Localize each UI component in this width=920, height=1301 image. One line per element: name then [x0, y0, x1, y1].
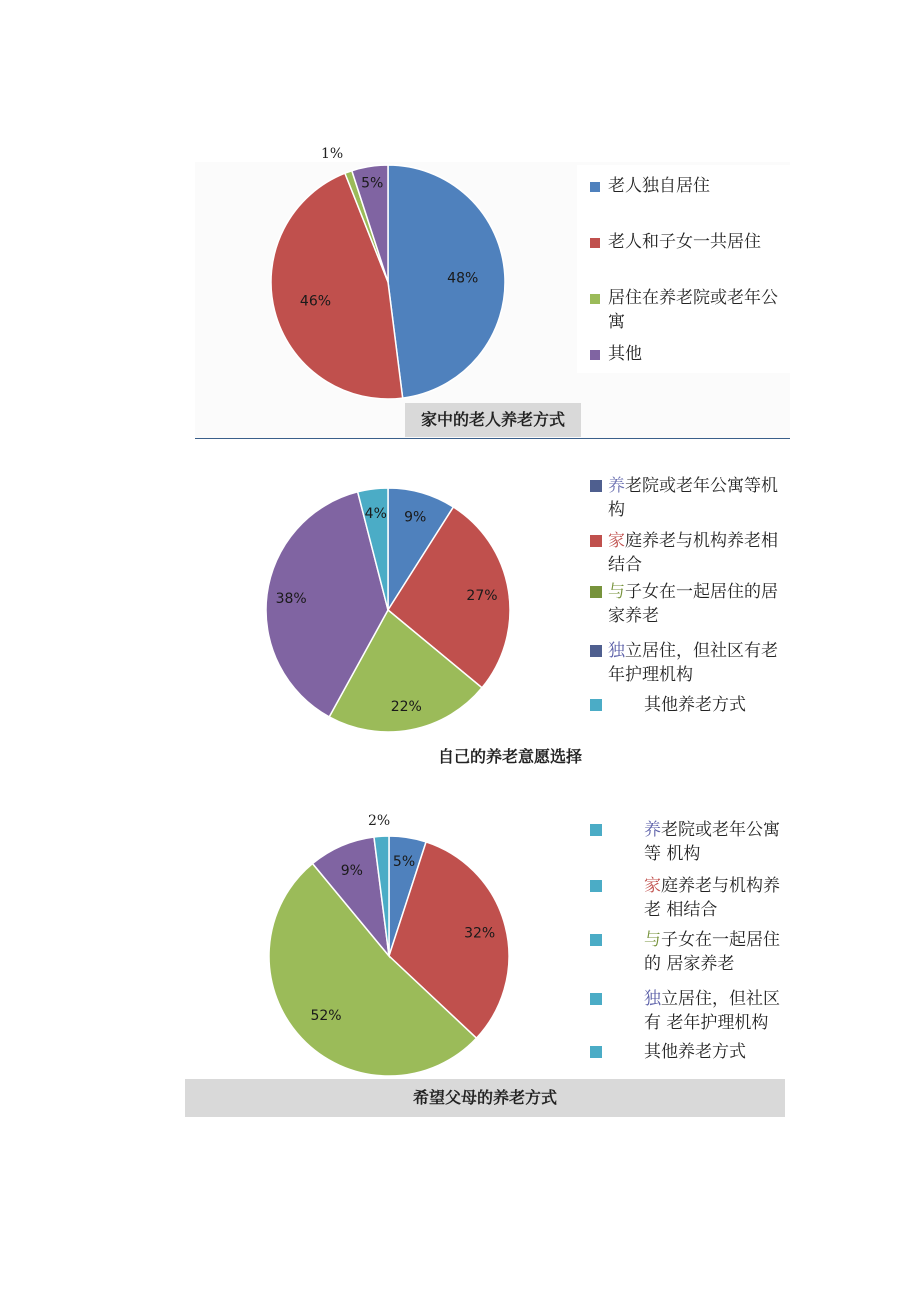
pie-data-label: 9% — [404, 509, 427, 526]
chart3-legend-item — [590, 874, 785, 922]
chart2-caption: 自己的养老意愿选择 — [437, 747, 582, 766]
legend-label: 子女在一起居住的居家养老 — [608, 582, 778, 626]
pie-data-label: 46% — [299, 293, 332, 310]
legend-swatch — [590, 1046, 602, 1058]
chart3-legend-item — [590, 987, 785, 1035]
legend-label: 立居住，但社区有老年护理机构 — [608, 641, 778, 685]
legend-label: 老人和子女一共居住 — [608, 232, 761, 252]
legend-label: 老人独自居住 — [608, 176, 710, 196]
pie-data-label: 5% — [392, 854, 416, 871]
pie-data-label: 32% — [464, 925, 496, 942]
legend-label-first-char: 独 — [644, 989, 661, 1009]
legend-label-first-char: 养 — [644, 820, 661, 840]
legend-label: 立居住，但社区有 老年护理机构 — [644, 989, 780, 1033]
legend-label-first-char: 与 — [644, 930, 661, 950]
legend-label: 其他 — [608, 344, 642, 364]
chart3-legend-item — [590, 928, 785, 976]
chart3-outside-label: 2% — [368, 813, 391, 829]
legend-label: 子女在一起居住的 居家养老 — [644, 930, 780, 974]
legend-label-first-char: 家 — [644, 876, 661, 896]
pie-data-label: 4% — [364, 506, 387, 523]
legend-swatch — [590, 880, 602, 892]
legend-label-first-char: 独 — [608, 641, 625, 661]
legend-label: 庭养老与机构养老 相结合 — [644, 876, 780, 920]
legend-label: 老院或老年公寓等 机构 — [644, 820, 780, 864]
legend-swatch — [590, 934, 602, 946]
pie-data-label: 27% — [466, 588, 498, 605]
chart1-outside-label: 1% — [321, 146, 344, 162]
pie-data-label: 48% — [447, 270, 479, 287]
legend-label-first-char: 家 — [608, 531, 625, 551]
legend-label: 老院或老年公寓等机构 — [608, 476, 778, 520]
legend-label: 其他养老方式 — [644, 695, 746, 715]
pie-data-label: 9% — [340, 863, 363, 880]
legend-swatch — [590, 824, 602, 836]
pie-data-label: 52% — [310, 1008, 342, 1025]
legend-label-first-char: 养 — [608, 476, 625, 496]
pie-data-label: 38% — [275, 590, 307, 607]
legend-label: 居住在养老院或老年公寓 — [608, 288, 778, 332]
legend-swatch — [590, 993, 602, 1005]
pie-data-label: 5% — [361, 175, 384, 192]
legend-label-first-char: 与 — [608, 582, 625, 602]
pie-data-label: 22% — [390, 698, 422, 715]
legend-label: 其他养老方式 — [644, 1042, 746, 1062]
chart3-legend-item — [590, 818, 785, 866]
chart1-caption: 家中的老人养老方式 — [405, 403, 581, 437]
legend-label: 庭养老与机构养老相结合 — [608, 531, 778, 575]
chart3-caption: 希望父母的养老方式 — [185, 1079, 785, 1117]
chart3-legend-item — [590, 1040, 790, 1064]
